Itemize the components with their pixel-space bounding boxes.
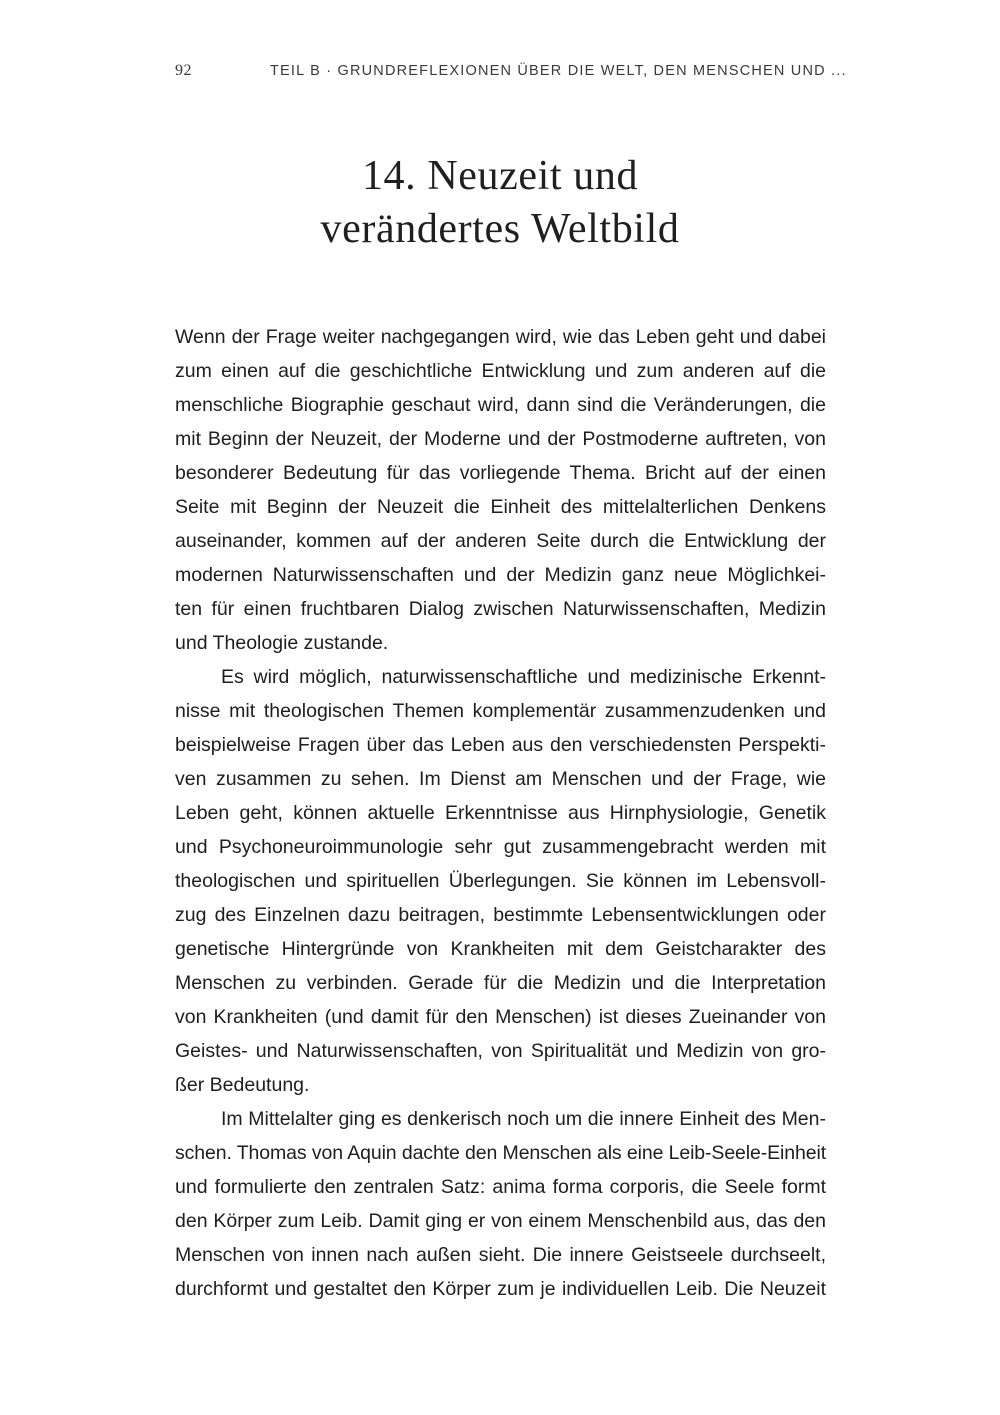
text-line: Es wird möglich, naturwissenschaftliche und medizinische Erkennt- <box>221 666 826 688</box>
text-line: Geistes- und Naturwissenschaften, von Spiritualität und Medizin von gro- <box>175 1040 826 1062</box>
text-line: nisse mit theologischen Themen komplementär zusammenzudenken und <box>175 700 826 722</box>
text-line: Leben geht, können aktuelle Erkenntnisse aus Hirnphysiologie, Genetik <box>175 802 826 824</box>
text-line: durchformt und gestaltet den Körper zum je individuellen Leib. Die Neuzeit <box>175 1278 826 1300</box>
paragraph-3 <box>175 1102 826 1306</box>
text-line: zum einen auf die geschichtliche Entwicklung und zum anderen auf die <box>175 360 826 382</box>
text-line: zug des Einzelnen dazu beitragen, bestimmte Lebensentwicklungen oder <box>175 904 826 926</box>
text-line: ten für einen fruchtbaren Dialog zwischen Naturwissenschaften, Medizin <box>175 598 826 620</box>
text-line: und Theologie zustande. <box>175 632 389 654</box>
text-line: mit Beginn der Neuzeit, der Moderne und der Postmoderne auftreten, von <box>175 428 826 450</box>
text-line: Im Mittelalter ging es denkerisch noch um die innere Einheit des Men- <box>221 1108 826 1130</box>
text-line: menschliche Biographie geschaut wird, dann sind die Veränderungen, die <box>175 394 826 416</box>
text-line: Seite mit Beginn der Neuzeit die Einheit des mittelalterlichen Denkens <box>175 496 826 518</box>
text-line: Menschen von innen nach außen sieht. Die innere Geistseele durchseelt, <box>175 1244 826 1266</box>
text-line: besonderer Bedeutung für das vorliegende Thema. Bricht auf der einen <box>175 462 826 484</box>
text-line: und Psychoneuroimmunologie sehr gut zusammengebracht werden mit <box>175 836 826 858</box>
paragraph-2 <box>175 660 826 1102</box>
text-line: auseinander, kommen auf der anderen Seite durch die Entwicklung der <box>175 530 826 552</box>
page-number: 92 <box>175 62 192 79</box>
text-line: beispielweise Fragen über das Leben aus den verschiedensten Perspekti- <box>175 734 826 756</box>
text-line: ven zusammen zu sehen. Im Dienst am Menschen und der Frage, wie <box>175 768 826 790</box>
text-line: von Krankheiten (und damit für den Menschen) ist dieses Zueinander von <box>175 1006 826 1028</box>
text-line: theologischen und spirituellen Überlegungen. Sie können im Lebensvoll- <box>175 870 826 892</box>
running-head: TEIL B · GRUNDREFLEXIONEN ÜBER DIE WELT, DEN MENSCHEN UND ... <box>270 63 847 79</box>
text-line: schen. Thomas von Aquin dachte den Menschen als eine Leib-Seele-Einheit <box>175 1142 827 1164</box>
text-line: Menschen zu verbinden. Gerade für die Medizin und die Interpretation <box>175 972 826 994</box>
body-text <box>175 320 826 1306</box>
chapter-title-line-1: 14. Neuzeit und <box>361 153 639 199</box>
chapter-title-line-2: verändertes Weltbild <box>320 206 680 252</box>
text-line: Wenn der Frage weiter nachgegangen wird, wie das Leben geht und dabei <box>175 326 826 348</box>
text-line: genetische Hintergründe von Krankheiten mit dem Geistcharakter des <box>175 938 826 960</box>
text-line: modernen Naturwissenschaften und der Medizin ganz neue Möglichkei- <box>175 564 826 586</box>
text-line: ßer Bedeutung. <box>175 1074 310 1096</box>
text-line: den Körper zum Leib. Damit ging er von einem Menschenbild aus, das den <box>175 1210 826 1232</box>
text-line: und formulierte den zentralen Satz: anima forma corporis, die Seele formt <box>175 1176 826 1198</box>
paragraph-1 <box>175 320 826 660</box>
chapter-title <box>0 150 1000 256</box>
